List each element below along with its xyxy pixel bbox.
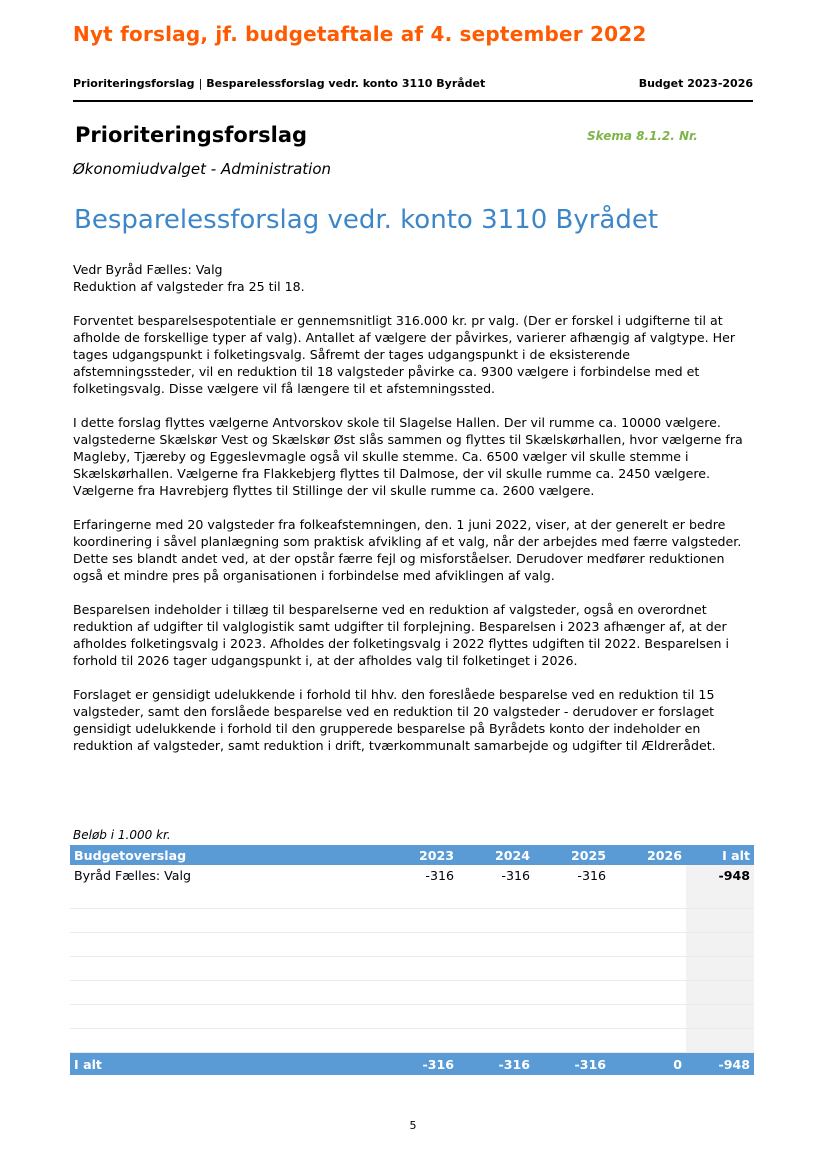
header-section: Prioriteringsforslag bbox=[73, 77, 195, 90]
body-paragraph bbox=[73, 312, 757, 397]
col-header-total: I alt bbox=[686, 845, 754, 865]
header-topic: Besparelessforslag vedr. konto 3110 Byrådet bbox=[206, 77, 486, 90]
proposal-body bbox=[73, 261, 757, 771]
empty-row bbox=[70, 1005, 754, 1029]
header-rule bbox=[73, 100, 753, 102]
body-paragraph bbox=[73, 414, 757, 499]
paragraph-line: afstemningssteder, vil en reduktion til 18 valgsteder påvirke ca. 9300 vælgere i forbindelse med et bbox=[73, 364, 700, 379]
paragraph-line: Vælgerne fra Havrebjerg flyttes til Stillinge der vil skulle rumme ca. 2600 vælgere. bbox=[73, 483, 595, 498]
paragraph-line: Dette ses blandt andet ved, at der opstår færre fejl og misforståelser. Derudover medfører reduktionen bbox=[73, 551, 725, 566]
paragraph-line: koordinering i såvel planlægning som praktisk afvikling af et valg, når der arbejdes med færre valgsteder. bbox=[73, 534, 742, 549]
col-header-2025: 2025 bbox=[570, 847, 606, 863]
paragraph-line: også et mindre pres på organisationen i forbindelse med afviklingen af valg. bbox=[73, 568, 555, 583]
table-row bbox=[70, 865, 754, 885]
amount-unit-note: Beløb i 1.000 kr. bbox=[73, 828, 171, 842]
paragraph-line: Besparelsen indeholder i tillæg til besparelserne ved en reduktion af valgsteder, også en overordnet bbox=[73, 602, 707, 617]
paragraph-line: I dette forslag flyttes vælgerne Antvorskov skole til Slagelse Hallen. Der vil rumme ca. 10000 vælgere. bbox=[73, 415, 721, 430]
paragraph-line: valgstederne Skælskør Vest og Skælskør Øst slås sammen og flyttes til Skælskørhallen, hvor vælgerne fra bbox=[73, 432, 743, 447]
empty-row bbox=[70, 1029, 754, 1053]
page-title: Prioriteringsforslag bbox=[75, 123, 308, 147]
empty-row bbox=[70, 933, 754, 957]
total-label: I alt bbox=[74, 1056, 102, 1072]
paragraph-line: tages udgangspunkt i folketingsvalg. Såfremt der tages udgangspunkt i de eksisterende bbox=[73, 347, 631, 362]
total-sum: -948 bbox=[686, 1053, 754, 1076]
body-paragraph bbox=[73, 686, 757, 754]
total-2023: -316 bbox=[422, 1056, 454, 1072]
schema-label: Skema 8.1.2. Nr. bbox=[587, 129, 698, 143]
cell-2024: -316 bbox=[501, 867, 530, 883]
committee-subtitle: Økonomiudvalget - Administration bbox=[73, 160, 332, 178]
proposal-heading: Besparelessforslag vedr. konto 3110 Byrådet bbox=[74, 205, 659, 235]
paragraph-line: valgsteder, samt den forslåede besparelse ved en reduktion til 20 valgsteder - derudover er forslaget bbox=[73, 704, 715, 719]
empty-row bbox=[70, 909, 754, 933]
header-left bbox=[73, 77, 485, 90]
budget-table bbox=[70, 845, 754, 1075]
header-separator: | bbox=[198, 77, 203, 90]
cell-2026 bbox=[610, 865, 686, 885]
empty-row bbox=[70, 981, 754, 1005]
budget-header-row bbox=[70, 845, 754, 865]
header-budget-period: Budget 2023-2026 bbox=[638, 77, 753, 90]
paragraph-line: Vedr Byråd Fælles: Valg bbox=[73, 262, 223, 277]
paragraph-line: Forslaget er gensidigt udelukkende i forhold til hhv. den foreslåede besparelse ved en reduktion til 15 bbox=[73, 687, 715, 702]
col-header-2026: 2026 bbox=[646, 847, 682, 863]
proposal-banner: Nyt forslag, jf. budgetaftale af 4. september 2022 bbox=[73, 22, 647, 46]
row-label: Byråd Fælles: Valg bbox=[74, 867, 191, 883]
total-2025: -316 bbox=[574, 1056, 606, 1072]
col-header-2024: 2024 bbox=[494, 847, 530, 863]
paragraph-line: Skælskørhallen. Vælgerne fra Flakkebjerg flyttes til Dalmose, der vil skulle rumme ca. 2450 vælgere. bbox=[73, 466, 711, 481]
paragraph-line: reduktion af valgsteder, samt reduktion i drift, tværkommunalt samarbejde og udgifter til Ældrerådet. bbox=[73, 738, 716, 753]
paragraph-line: folketingsvalg. Disse vælgere vil få længere til et afstemningssted. bbox=[73, 381, 496, 396]
cell-total: -948 bbox=[686, 865, 754, 885]
body-paragraph bbox=[73, 516, 757, 584]
col-header-label: Budgetoverslag bbox=[74, 847, 187, 863]
body-paragraph bbox=[73, 601, 757, 669]
paragraph-line: reduktion af udgifter til valglogistik samt udgifter til forplejning. Besparelsen i 2023 afhænger af, at der bbox=[73, 619, 727, 634]
total-2024: -316 bbox=[498, 1056, 530, 1072]
cell-2023: -316 bbox=[425, 867, 454, 883]
paragraph-line: Forventet besparelsespotentiale er gennemsnitligt 316.000 kr. pr valg. (Der er forskel i udgifterne til at bbox=[73, 313, 723, 328]
page-number: 5 bbox=[409, 1119, 417, 1132]
empty-row bbox=[70, 957, 754, 981]
paragraph-line: Erfaringerne med 20 valgsteder fra folkeafstemningen, den. 1 juni 2022, viser, at der generelt er bedre bbox=[73, 517, 726, 532]
empty-row bbox=[70, 885, 754, 909]
paragraph-line: Reduktion af valgsteder fra 25 til 18. bbox=[73, 279, 305, 294]
budget-total-row bbox=[70, 1053, 754, 1076]
body-paragraph bbox=[73, 261, 757, 295]
total-2026: 0 bbox=[673, 1056, 682, 1072]
paragraph-line: afholdes folketingsvalg i 2023. Afholdes der folketingsvalg i 2022 flyttes udgiften til 2022. Besparelsen i bbox=[73, 636, 730, 651]
paragraph-line: Magleby, Tjæreby og Eggeslevmagle også vil skulle stemme. Ca. 6500 vælger vil skulle stemme i bbox=[73, 449, 689, 464]
cell-2025: -316 bbox=[577, 867, 606, 883]
col-header-2023: 2023 bbox=[418, 847, 454, 863]
running-header bbox=[73, 77, 753, 90]
paragraph-line: afholde de forskellige typer af valg). Antallet af vælgere der påvirkes, varierer afhængig af valgtype. Her bbox=[73, 330, 736, 345]
paragraph-line: gensidigt udelukkende i forhold til den grupperede besparelse på Byrådets konto der indeholder en bbox=[73, 721, 701, 736]
paragraph-line: forhold til 2026 tager udgangspunkt i, at der afholdes valg til folketinget i 2026. bbox=[73, 653, 578, 668]
